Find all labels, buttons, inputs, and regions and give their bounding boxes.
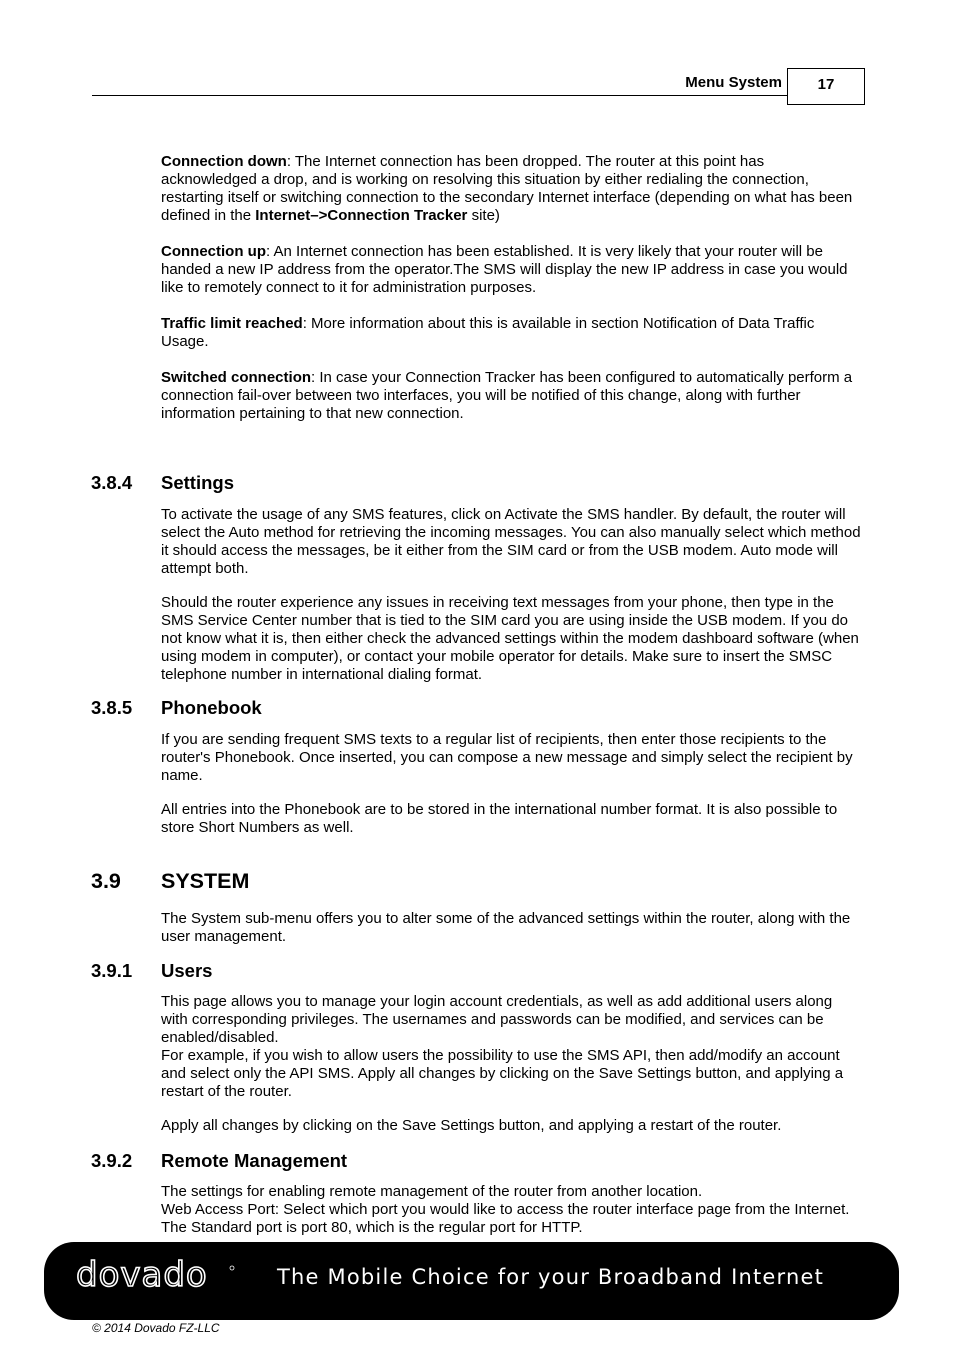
item-text: : In case your Connection Tracker has been configured to automatically perform a connection fail-over between two interfaces, you will be notified of this change, along with further information pertaining to that new connection. — [161, 369, 853, 422]
section-number: 3.9.2 — [91, 1150, 133, 1171]
paragraph: The System sub-menu offers you to alter some of the advanced settings within the router, along with the user management. — [161, 910, 851, 945]
copyright-notice: © 2014 Dovado FZ-LLC — [92, 1321, 220, 1335]
paragraph: All entries into the Phonebook are to be stored in the international number format. It is also possible to store Short Numbers as well. — [161, 801, 838, 836]
section-title: Settings — [161, 472, 234, 493]
item-traffic-limit — [161, 315, 861, 351]
term-label: Connection down — [161, 153, 287, 170]
section-title: Phonebook — [161, 697, 262, 718]
heading-remote-management — [91, 1150, 347, 1172]
item-text: : An Internet connection has been established. It is very likely that your router will be handed a new IP address from the operator.The SMS will display the new IP address in case you would like to remotely connect to it for administration purposes. — [161, 243, 848, 296]
emphasis-text: Internet–>Connection Tracker — [255, 206, 468, 224]
paragraph: This page allows you to manage your login account credentials, as well as add additional users along with corresponding privileges. The usernames and passwords can be modified, and services can be enabled/disabled. — [161, 993, 833, 1046]
section-number: 3.8.5 — [91, 697, 133, 718]
item-text: : More information about this is available in section Notification of Data Traffic Usage. — [161, 315, 815, 350]
term-label: Switched connection — [161, 369, 312, 386]
paragraph: For example, if you wish to allow users the possibility to use the SMS API, then add/modify an account and select only the API SMS. Apply all changes by clicking on the Save Settings button, and applying a restart of the router. — [161, 1047, 844, 1100]
heading-system — [91, 868, 249, 894]
dovado-logo — [76, 1254, 236, 1300]
section-number: 3.8.4 — [91, 472, 133, 493]
heading-phonebook — [91, 697, 262, 719]
item-connection-up — [161, 243, 861, 297]
section-number: 3.9.1 — [91, 960, 133, 981]
section-title: Users — [161, 960, 213, 981]
running-header-title: Menu System — [685, 74, 782, 91]
item-switched-connection — [161, 369, 861, 423]
heading-users — [91, 960, 212, 982]
term-label: Traffic limit reached — [161, 315, 303, 332]
logo-wordmark: dovado — [76, 1255, 208, 1295]
header-rule — [92, 95, 788, 96]
footer-tagline: The Mobile Choice for your Broadband Internet — [277, 1265, 825, 1289]
section-title: SYSTEM — [161, 869, 250, 893]
paragraph: Should the router experience any issues in receiving text messages from your phone, then type in the SMS Service Center number that is tied to the SIM card you are using inside the USB modem. If you do not know what it is, then either check the advanced settings within the modem dashboard software (when using modem in computer), or contact your mobile operator for details. Make sure to insert the SMSC telephone number in international dialing format. — [161, 594, 859, 683]
page-number: 17 — [787, 68, 865, 105]
heading-settings — [91, 472, 234, 494]
item-text: : The Internet connection has been dropped. The router at this point has acknowledged a drop, and is working on resolving this situation by either redialing the connection, restarting itself or switching connection to the secondary Internet interface (depending on what has been defined in the — [161, 153, 853, 224]
term-label: Connection up — [161, 243, 266, 260]
section-number: 3.9 — [91, 869, 121, 893]
paragraph: If you are sending frequent SMS texts to a regular list of recipients, then enter those recipients to the router's Phonebook. Once inserted, you can compose a new message and simply select the recipient by name. — [161, 731, 853, 784]
paragraph: The settings for enabling remote management of the router from another location. — [161, 1183, 703, 1200]
section-title: Remote Management — [161, 1150, 348, 1171]
item-tail: site) — [467, 206, 500, 224]
paragraph: To activate the usage of any SMS features, click on Activate the SMS handler. By default, the router will select the Auto method for retrieving the incoming messages. You can also manually select which method it should access the messages, be it either from the SIM card or from the USB modem. Auto mode will attempt both. — [161, 506, 861, 577]
item-connection-down — [161, 153, 861, 225]
paragraph: Apply all changes by clicking on the Save Settings button, and applying a restart of the router. — [161, 1117, 782, 1134]
paragraph: Web Access Port: Select which port you would like to access the router interface page from the Internet. The Standard port is port 80, which is the regular port for HTTP. — [161, 1201, 850, 1236]
